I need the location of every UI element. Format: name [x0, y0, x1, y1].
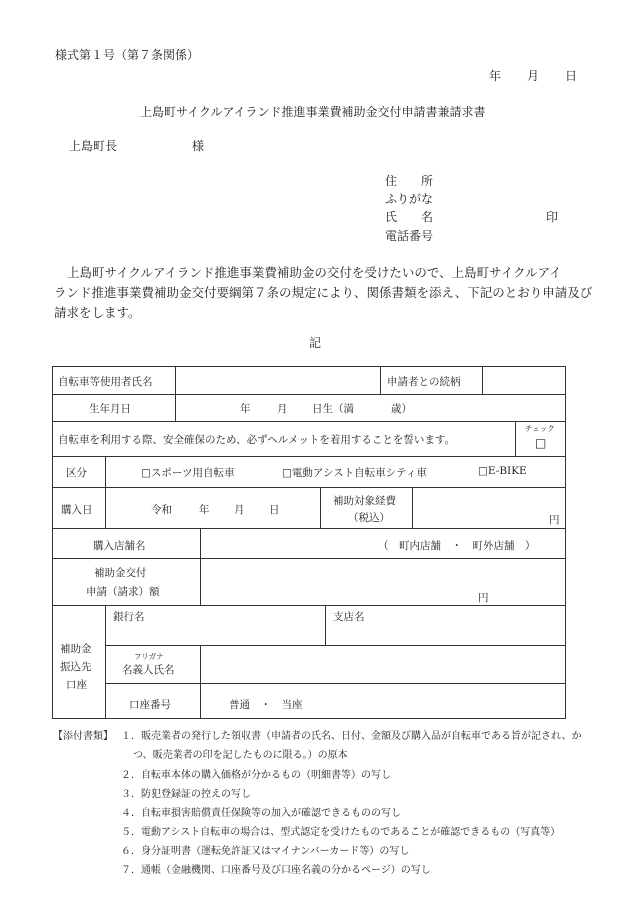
category-label: 区分 [66, 467, 87, 479]
transfer-label: 口座 [66, 679, 87, 691]
date-year: 年 [489, 69, 502, 83]
bank-name-label: 銀行名 [113, 611, 145, 623]
attachment-item: ３．防犯登録証の控えの写し [121, 789, 251, 800]
phone-label: 電話番号 [385, 229, 434, 243]
addressee-name: 上島町長 [69, 139, 118, 153]
account-holder-label: 名義人氏名 [122, 664, 175, 676]
dob-label: 生年月日 [89, 403, 131, 415]
grant-amount-sublabel: 申請（請求）額 [86, 586, 160, 598]
user-name-label: 自転車等使用者氏名 [58, 376, 153, 388]
account-type-options[interactable]: 普通 ・ 当座 [229, 699, 303, 711]
purchase-day: 日 [269, 504, 280, 516]
era-label: 令和 [151, 504, 172, 516]
yen-unit: 円 [549, 514, 560, 526]
address-label: 住 所 [385, 174, 434, 188]
paragraph-line: ランド推進事業費補助金交付要綱第７条の規定により、関係書類を添え、下記のとおり申請及び [54, 285, 593, 300]
helmet-checkbox[interactable]: □ [535, 436, 547, 450]
attachment-item: ５．電動アシスト自転車の場合は、型式認定を受けたものであることが確認できるもの（写真等） [121, 827, 561, 838]
branch-name-label: 支店名 [333, 611, 365, 623]
purchase-month: 月 [234, 504, 245, 516]
transfer-label: 振込先 [60, 661, 92, 673]
form-number: 様式第１号（第７条関係） [55, 48, 200, 62]
relation-label: 申請者との続柄 [387, 376, 461, 388]
dob-month: 月 [277, 403, 288, 415]
yen-unit: 円 [478, 592, 489, 604]
addressee-honorific: 様 [192, 139, 205, 153]
attachment-item: ４．自転車損害賠償責任保険等の加入が確認できるものの写し [121, 808, 401, 819]
dob-day-age: 日生（満 [312, 403, 354, 415]
store-location-options[interactable]: （ 町内店舗 ・ 町外店舗 ） [378, 540, 536, 552]
paragraph-line: 請求をします。 [54, 305, 141, 320]
eligible-cost-label: 補助対象経費 [333, 495, 396, 507]
attachment-item: ７．通帳（金融機関、口座番号及び口座名義の分かるページ）の写し [121, 865, 431, 876]
check-label: チェック [525, 424, 555, 433]
store-label: 購入店舗名 [93, 540, 146, 552]
date-day: 日 [565, 69, 578, 83]
seal-mark: 印 [546, 210, 559, 224]
option-sports-bike[interactable]: □スポーツ用自転車 [141, 467, 235, 479]
ki-mark: 記 [309, 336, 322, 350]
paragraph-line: 上島町サイクルアイランド推進事業費補助金の交付を受けたいので、上島町サイクルアイ [67, 265, 562, 280]
date-month: 月 [527, 69, 540, 83]
attachment-item: ６．身分証明書（運転免許証又はマイナンバーカード等）の写し [121, 846, 410, 857]
account-number-label: 口座番号 [129, 699, 171, 711]
name-label: 氏 名 [385, 210, 434, 224]
furigana-label: ふりがな [385, 192, 434, 206]
transfer-label: 補助金 [60, 643, 92, 655]
attachments-heading: 【添付書類】 [53, 731, 113, 742]
request-paragraph [54, 263, 593, 323]
eligible-cost-tax: （税込） [348, 512, 390, 524]
grant-amount-label: 補助金交付 [94, 567, 147, 579]
helmet-pledge: 自転車を利用する際、安全確保のため、必ずヘルメットを着用することを誓います。 [58, 434, 456, 446]
attachment-item: １．販売業者の発行した領収書（申請者の氏名、日付、金額及び購入品が自転車である旨が記され、か [121, 731, 582, 742]
purchase-year: 年 [199, 504, 210, 516]
option-ebike[interactable]: □E-BIKE [478, 465, 527, 477]
document-title: 上島町サイクルアイランド推進事業費補助金交付申請書兼請求書 [140, 105, 486, 119]
attachment-item: つ、販売業者の印を記したものに限る。）の原本 [133, 750, 348, 761]
purchase-date-label: 購入日 [61, 504, 93, 516]
holder-furigana-label: フリガナ [134, 652, 164, 661]
dob-year: 年 [240, 403, 251, 415]
attachment-item: ２．自転車本体の購入価格が分かるもの（明細書等）の写し [121, 770, 391, 781]
option-assist-bike[interactable]: □電動アシスト自転車シティ車 [282, 467, 427, 479]
dob-age-unit: 歳） [391, 403, 412, 415]
